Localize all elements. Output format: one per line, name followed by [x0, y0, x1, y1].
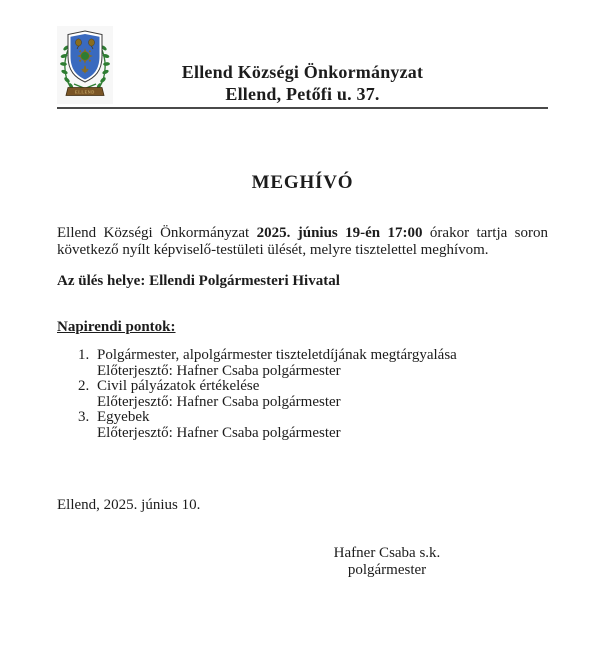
- org-address: Ellend, Petőfi u. 37.: [225, 84, 380, 104]
- meeting-location-line: Az ülés helye: Ellendi Polgármesteri Hivatal: [57, 273, 340, 289]
- agenda-item-presenter: Előterjesztő: Hafner Csaba polgármester: [97, 362, 341, 379]
- agenda-item-body: [97, 379, 548, 410]
- document-title: MEGHÍVÓ: [251, 172, 354, 193]
- agenda-item-body: [97, 348, 548, 379]
- agenda-item-number: 2.: [78, 378, 90, 395]
- agenda-item: [57, 379, 548, 410]
- agenda-item: [57, 348, 548, 379]
- agenda-item-number: 3.: [78, 409, 90, 426]
- agenda-heading: Napirendi pontok:: [57, 319, 176, 335]
- agenda-item: [57, 410, 548, 441]
- intro-paragraph: [57, 225, 548, 258]
- intro-text-start: Ellend Községi Önkormányzat: [57, 225, 257, 241]
- org-name: Ellend Községi Önkormányzat: [181, 62, 424, 82]
- agenda-item-body: [97, 410, 548, 441]
- agenda-item-title: Polgármester, alpolgármester tiszteletdíjának megtárgyalása: [97, 347, 457, 363]
- agenda-item-presenter: Előterjesztő: Hafner Csaba polgármester: [97, 393, 341, 410]
- signature-name: Hafner Csaba s.k.: [333, 544, 441, 561]
- agenda-item-number: 1.: [78, 347, 90, 363]
- signature-role: polgármester: [347, 561, 427, 578]
- letterhead: [57, 26, 548, 109]
- emblem-ribbon-text: ELLEND: [75, 89, 95, 95]
- agenda-list: [57, 348, 548, 442]
- intro-text-end: órakor tartja soron következő nyílt képviselő-testületi ülését, melyre tisztelettel meghívom.: [57, 225, 548, 258]
- letterhead-text: [57, 26, 548, 105]
- document-content: [57, 0, 548, 579]
- signature-block: [307, 545, 467, 579]
- agenda-item-title: Egyebek: [97, 409, 150, 426]
- coat-of-arms-icon: [57, 26, 113, 104]
- date-line: Ellend, 2025. június 10.: [57, 496, 201, 513]
- agenda-item-presenter: Előterjesztő: Hafner Csaba polgármester: [97, 424, 341, 441]
- agenda-item-title: Civil pályázatok értékelése: [97, 378, 260, 395]
- meeting-datetime: 2025. június 19-én 17:00: [256, 225, 423, 241]
